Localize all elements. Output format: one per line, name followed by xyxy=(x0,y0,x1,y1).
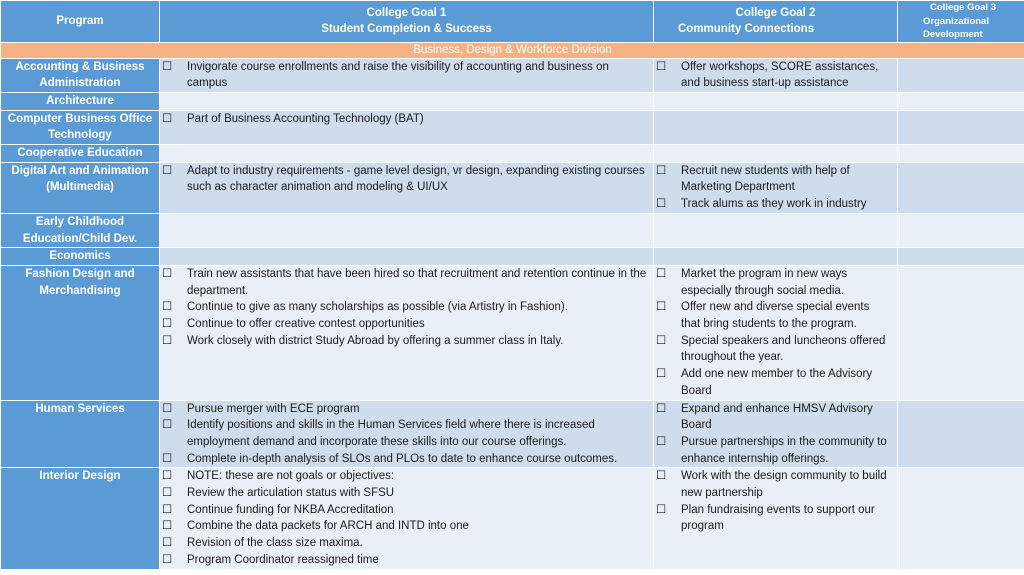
table-row xyxy=(1,468,1024,569)
goal2-cell xyxy=(654,110,898,144)
goal2-cell xyxy=(654,400,898,468)
table-row xyxy=(1,145,1024,163)
table-row xyxy=(1,92,1024,110)
checkbox-icon: ☐ xyxy=(162,318,173,331)
checkbox-icon: ☐ xyxy=(162,537,173,550)
goal1-cell xyxy=(160,248,654,266)
program-name-cell: Architecture xyxy=(1,92,160,110)
goal-item-text: Offer workshops, SCORE assistances, and business start-up assistance xyxy=(681,60,879,90)
list-item xyxy=(160,401,653,418)
list-item xyxy=(160,163,653,196)
goal2-cell xyxy=(654,248,898,266)
list-item xyxy=(654,59,897,92)
goal3-cell xyxy=(898,213,1024,247)
goal2-cell xyxy=(654,468,898,569)
goal2-cell xyxy=(654,58,898,92)
checkbox-icon: ☐ xyxy=(162,402,173,415)
goal3-cell xyxy=(898,145,1024,163)
goal-item-text: Continue funding for NKBA Accreditation xyxy=(187,503,394,516)
goal3-cell xyxy=(898,265,1024,400)
goal-item-text: Add one new member to the Advisory Board xyxy=(681,368,873,397)
checkbox-icon: ☐ xyxy=(162,267,173,280)
goal3-cell xyxy=(898,110,1024,144)
goal1-cell xyxy=(160,468,654,569)
goal-item-text: Work with the design community to build new partnership xyxy=(681,470,887,500)
checkbox-icon: ☐ xyxy=(656,60,667,73)
goal3-cell xyxy=(898,248,1024,266)
goal2-cell xyxy=(654,265,898,400)
table-row xyxy=(1,162,1024,213)
goal-item-text: Pursue merger with ECE program xyxy=(187,402,360,415)
goal1-cell xyxy=(160,162,654,213)
list-item xyxy=(160,111,653,128)
program-name-cell: Early Childhood Education/Child Dev. xyxy=(1,213,160,247)
checkbox-icon: ☐ xyxy=(162,470,173,483)
goal-item-text: Identify positions and skills in the Human Services field where there is increased employment demand and incorporate these skills into our course offerings. xyxy=(187,419,595,448)
list-item xyxy=(654,502,897,535)
checkbox-icon: ☐ xyxy=(656,503,667,516)
goal3-subtitle-line1: Organizational xyxy=(923,15,989,27)
goal1-cell xyxy=(160,145,654,163)
checkbox-icon: ☐ xyxy=(656,435,667,448)
goal-item-text: Review the articulation status with SFSU xyxy=(187,487,395,500)
goal3-cell xyxy=(898,400,1024,468)
goal-item-text: Expand and enhance HMSV Advisory Board xyxy=(681,402,873,432)
checkbox-icon: ☐ xyxy=(162,452,173,465)
goal2-cell xyxy=(654,92,898,110)
program-name-cell: Interior Design xyxy=(1,468,160,569)
checkbox-icon: ☐ xyxy=(162,553,173,566)
list-item xyxy=(160,535,653,552)
goal-item-text: Continue to offer creative contest opportunities xyxy=(187,318,425,331)
goal3-column-header xyxy=(898,1,1024,43)
goal-item-text: Train new assistants that have been hired so that recruitment and retention continue in the department. xyxy=(187,267,647,297)
table-row xyxy=(1,265,1024,400)
program-name-cell: Economics xyxy=(1,248,160,266)
program-name-cell: Accounting & Business Administration xyxy=(1,58,160,92)
goal1-cell xyxy=(160,400,654,468)
checkbox-icon: ☐ xyxy=(656,164,667,177)
goal-item-text: Complete in-depth analysis of SLOs and PLOs to date to enhance course outcomes. xyxy=(187,452,618,465)
checkbox-icon: ☐ xyxy=(656,301,667,314)
list-item xyxy=(654,266,897,299)
list-item xyxy=(160,316,653,333)
goal1-column-header xyxy=(160,1,654,43)
table-row xyxy=(1,213,1024,247)
table-row xyxy=(1,248,1024,266)
goal-item-text: Plan fundraising events to support our program xyxy=(681,503,875,533)
goal-item-text: Invigorate course enrollments and raise the visibility of accounting and business on campus xyxy=(187,60,609,90)
list-item xyxy=(160,59,653,92)
goal1-cell xyxy=(160,92,654,110)
list-item xyxy=(160,299,653,316)
goal-item-text: Pursue partnerships in the community to enhance internship offerings. xyxy=(681,435,887,465)
table-row xyxy=(1,400,1024,468)
goal-item-text: Recruit new students with help of Marketing Department xyxy=(681,164,850,194)
program-name-cell: Cooperative Education xyxy=(1,145,160,163)
program-name-cell: Fashion Design and Merchandising xyxy=(1,265,160,400)
goal2-subtitle: Community Connections xyxy=(678,23,815,36)
checkbox-icon: ☐ xyxy=(656,334,667,347)
goal3-cell xyxy=(898,162,1024,213)
program-column-header: Program xyxy=(1,1,160,43)
checkbox-icon: ☐ xyxy=(162,60,173,73)
goal1-cell xyxy=(160,110,654,144)
list-item xyxy=(654,434,897,467)
checkbox-icon: ☐ xyxy=(656,267,667,280)
goal2-cell xyxy=(654,145,898,163)
checkbox-icon: ☐ xyxy=(656,198,667,211)
goal3-cell xyxy=(898,58,1024,92)
table-row xyxy=(1,58,1024,92)
list-item xyxy=(654,333,897,366)
division-header: Business, Design & Workforce Division xyxy=(1,42,1024,58)
list-item xyxy=(654,468,897,501)
checkbox-icon: ☐ xyxy=(162,503,173,516)
goal1-cell xyxy=(160,213,654,247)
program-name-cell: Computer Business Office Technology xyxy=(1,110,160,144)
list-item xyxy=(160,518,653,535)
checkbox-icon: ☐ xyxy=(162,301,173,314)
goal1-cell xyxy=(160,265,654,400)
list-item xyxy=(160,451,653,468)
list-item xyxy=(654,299,897,332)
goal3-title: College Goal 3 xyxy=(930,2,996,13)
goal-item-text: Special speakers and luncheons offered throughout the year. xyxy=(681,334,886,364)
goal-item-text: Work closely with district Study Abroad by offering a summer class in Italy. xyxy=(187,334,564,347)
goal-item-text: Market the program in new ways especially through social media. xyxy=(681,267,848,297)
checkbox-icon: ☐ xyxy=(162,487,173,500)
list-item xyxy=(160,333,653,350)
program-name-cell: Human Services xyxy=(1,400,160,468)
list-item xyxy=(160,417,653,450)
goal2-cell xyxy=(654,213,898,247)
list-item xyxy=(160,468,653,485)
goal2-title: College Goal 2 xyxy=(735,6,816,19)
checkbox-icon: ☐ xyxy=(162,334,173,347)
list-item xyxy=(654,196,897,213)
goal-item-text: NOTE: these are not goals or objectives: xyxy=(187,470,395,483)
goal-item-text: Combine the data packets for ARCH and INTD into one xyxy=(187,520,469,533)
goal3-cell xyxy=(898,92,1024,110)
program-name-cell: Digital Art and Animation (Multimedia) xyxy=(1,162,160,213)
checkbox-icon: ☐ xyxy=(656,402,667,415)
checkbox-icon: ☐ xyxy=(162,164,173,177)
list-item xyxy=(160,502,653,519)
goal2-cell xyxy=(654,162,898,213)
list-item xyxy=(160,552,653,569)
checkbox-icon: ☐ xyxy=(656,470,667,483)
checkbox-icon: ☐ xyxy=(162,520,173,533)
goal-item-text: Program Coordinator reassigned time xyxy=(187,553,379,566)
goal-item-text: Offer new and diverse special events that bring students to the program. xyxy=(681,301,870,331)
list-item xyxy=(654,366,897,399)
checkbox-icon: ☐ xyxy=(162,112,173,125)
list-item xyxy=(654,163,897,196)
goal-item-text: Part of Business Accounting Technology (BAT) xyxy=(187,112,424,125)
goal1-title: College Goal 1 xyxy=(366,6,447,19)
list-item xyxy=(160,266,653,299)
goal3-subtitle-line2: Development xyxy=(923,29,983,40)
goal1-cell xyxy=(160,58,654,92)
list-item xyxy=(160,485,653,502)
goal-item-text: Revision of the class size maxima. xyxy=(187,537,363,550)
goal-item-text: Track alums as they work in industry xyxy=(681,198,867,211)
table-row xyxy=(1,110,1024,144)
list-item xyxy=(654,401,897,434)
checkbox-icon: ☐ xyxy=(162,419,173,432)
goal1-subtitle: Student Completion & Success xyxy=(321,23,492,36)
goal-item-text: Adapt to industry requirements - game level design, vr design, expanding existing courses such as character animation and modeling & UI/UX xyxy=(187,164,645,194)
goal2-column-header xyxy=(654,1,898,43)
goal3-cell xyxy=(898,468,1024,569)
checkbox-icon: ☐ xyxy=(656,368,667,381)
goal-item-text: Continue to give as many scholarships as possible (via Artistry in Fashion). xyxy=(187,301,568,314)
